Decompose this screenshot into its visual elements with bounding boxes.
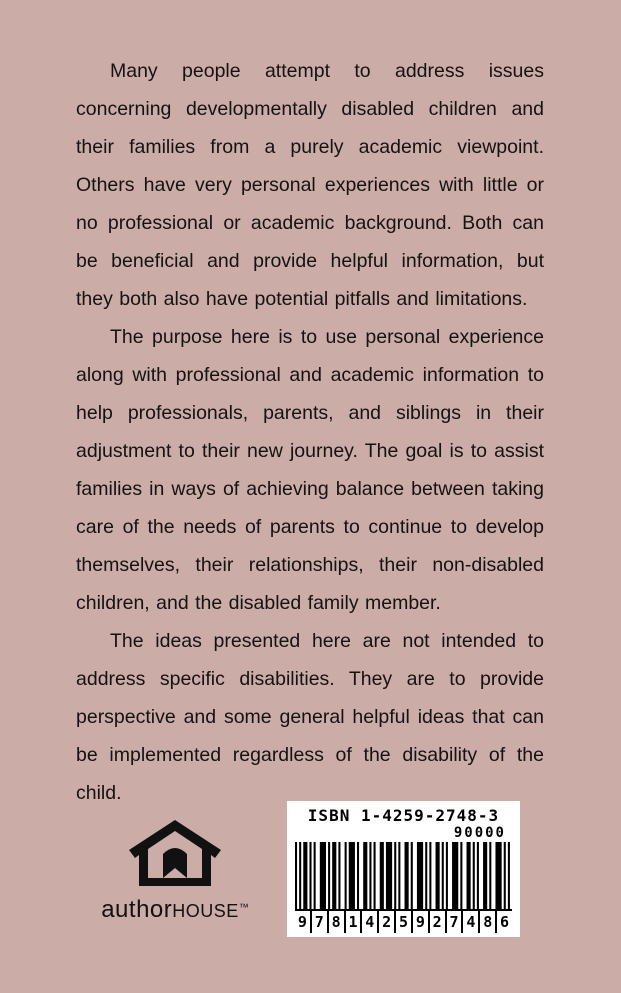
isbn-number: ISBN 1-4259-2748-3 bbox=[307, 806, 500, 825]
barcode-bars bbox=[295, 842, 512, 909]
synopsis-text bbox=[76, 52, 544, 812]
ean-digit: 5 bbox=[394, 911, 411, 933]
ean-digit: 9 bbox=[411, 911, 428, 933]
trademark-symbol: ™ bbox=[238, 902, 249, 914]
ean-digit: 9 bbox=[295, 911, 310, 933]
synopsis-paragraph: Many people attempt to address issues concerning developmentally disabled children and their families from a purely academic viewpoint. Others have very personal experiences with little or no professional or academic background. Both can be beneficial and provide helpful information, but they both also have potential pitfalls and limitations. bbox=[76, 60, 544, 310]
ean-digit: 7 bbox=[445, 911, 462, 933]
ean-digit: 6 bbox=[495, 911, 512, 933]
publisher-name-upper: HOUSE bbox=[172, 901, 239, 921]
barcode-price-code: 90000 bbox=[453, 825, 506, 841]
ean-digit: 2 bbox=[428, 911, 445, 933]
publisher-logo bbox=[100, 816, 250, 924]
synopsis-paragraph: The ideas presented here are not intended to address specific disabilities. They are to provide perspective and some general helpful ideas that can be implemented regardless of the disability of the child. bbox=[76, 630, 544, 804]
ean-digit: 4 bbox=[461, 911, 478, 933]
ean-digit: 8 bbox=[478, 911, 495, 933]
authorhouse-house-icon bbox=[100, 816, 250, 892]
ean-digit: 2 bbox=[377, 911, 394, 933]
ean-digit: 1 bbox=[344, 911, 361, 933]
ean-digit: 4 bbox=[360, 911, 377, 933]
synopsis-paragraph: The purpose here is to use personal experience along with professional and academic information to help professionals, parents, and siblings in their adjustment to their new journey. The goal is to assist families in ways of achieving balance between taking care of the needs of parents to continue to develop themselves, their relationships, their non-disabled children, and the disabled family member. bbox=[76, 326, 544, 614]
barcode-block bbox=[287, 801, 520, 937]
barcode-ean-row bbox=[295, 909, 512, 933]
publisher-name-lower: author bbox=[101, 896, 173, 923]
ean-digit: 8 bbox=[327, 911, 344, 933]
publisher-name bbox=[100, 896, 250, 924]
ean-digit: 7 bbox=[310, 911, 327, 933]
